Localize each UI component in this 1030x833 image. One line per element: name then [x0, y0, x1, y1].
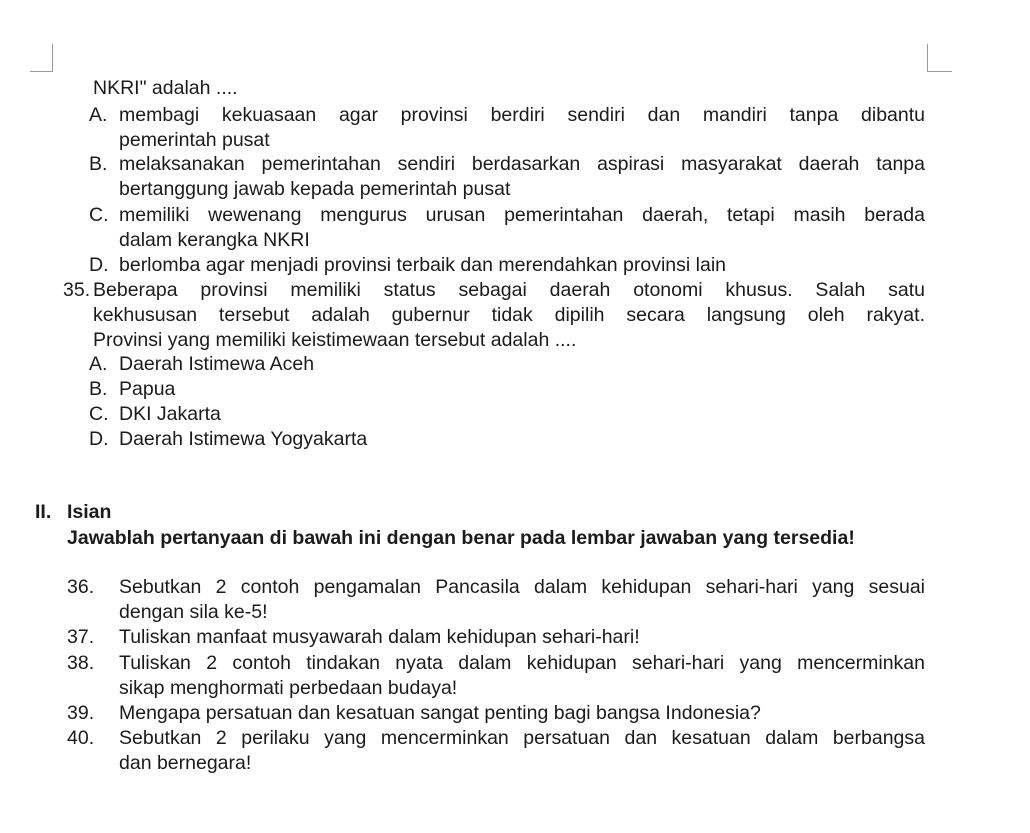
question-34-option-c-line-1: memiliki wewenang mengurus urusan pemerintahan daerah, tetapi masih berada: [119, 204, 925, 226]
section-2-instruction: Jawablah pertanyaan di bawah ini dengan benar pada lembar jawaban yang tersedia!: [67, 527, 855, 549]
question-34-option-a-letter: A.: [89, 104, 108, 126]
question-34-option-a-line-2: pemerintah pusat: [119, 129, 270, 151]
question-39-line-1: Mengapa persatuan dan kesatuan sangat penting bagi bangsa Indonesia?: [119, 702, 761, 724]
question-35-option-b-text: Papua: [119, 378, 176, 400]
question-35-line-1: Beberapa provinsi memiliki status sebagai daerah otonomi khusus. Salah satu: [93, 279, 925, 301]
question-40-number: 40.: [67, 727, 95, 749]
question-38-line-2: sikap menghormati perbedaan budaya!: [119, 677, 458, 699]
page-corner-mark-right: [927, 44, 952, 72]
question-35-line-2: kekhususan tersebut adalah gubernur tidak dipilih secara langsung oleh rakyat.: [93, 304, 925, 326]
question-36-line-1: Sebutkan 2 contoh pengamalan Pancasila dalam kehidupan sehari-hari yang sesuai: [119, 576, 925, 598]
question-38-line-1: Tuliskan 2 contoh tindakan nyata dalam kehidupan sehari-hari yang mencerminkan: [119, 652, 925, 674]
question-34-option-d-line-1: berlomba agar menjadi provinsi terbaik dan merendahkan provinsi lain: [119, 254, 727, 276]
section-2-numeral: II.: [35, 501, 52, 523]
question-40-line-1: Sebutkan 2 perilaku yang mencerminkan persatuan dan kesatuan dalam berbangsa: [119, 727, 925, 749]
question-34-option-d-letter: D.: [89, 254, 109, 276]
question-35-number: 35.: [63, 279, 91, 301]
question-36-line-2: dengan sila ke-5!: [119, 601, 268, 623]
question-34-stem-tail: NKRI" adalah ....: [93, 77, 238, 99]
section-2-title: Isian: [67, 501, 112, 523]
question-34-option-a-line-1: membagi kekuasaan agar provinsi berdiri sendiri dan mandiri tanpa dibantu: [119, 104, 925, 126]
question-35-option-a-letter: A.: [89, 353, 108, 375]
question-35-option-c-letter: C.: [89, 403, 109, 425]
question-37-number: 37.: [67, 626, 95, 648]
question-35-line-3: Provinsi yang memiliki keistimewaan tersebut adalah ....: [93, 329, 577, 351]
question-40-line-2: dan bernegara!: [119, 752, 252, 774]
question-35-option-a-text: Daerah Istimewa Aceh: [119, 353, 315, 375]
question-34-option-b-line-1: melaksanakan pemerintahan sendiri berdasarkan aspirasi masyarakat daerah tanpa: [119, 153, 925, 175]
question-39-number: 39.: [67, 702, 95, 724]
page-corner-mark-left: [30, 44, 53, 72]
question-37-line-1: Tuliskan manfaat musyawarah dalam kehidupan sehari-hari!: [119, 626, 640, 648]
question-35-option-d-text: Daerah Istimewa Yogyakarta: [119, 428, 368, 450]
question-34-option-b-letter: B.: [89, 153, 108, 175]
question-38-number: 38.: [67, 652, 95, 674]
question-35-option-c-text: DKI Jakarta: [119, 403, 221, 425]
question-34-option-c-letter: C.: [89, 204, 109, 226]
question-35-option-d-letter: D.: [89, 428, 109, 450]
question-35-option-b-letter: B.: [89, 378, 108, 400]
question-34-option-c-line-2: dalam kerangka NKRI: [119, 229, 310, 251]
question-34-option-b-line-2: bertanggung jawab kepada pemerintah pusat: [119, 178, 511, 200]
question-36-number: 36.: [67, 576, 95, 598]
